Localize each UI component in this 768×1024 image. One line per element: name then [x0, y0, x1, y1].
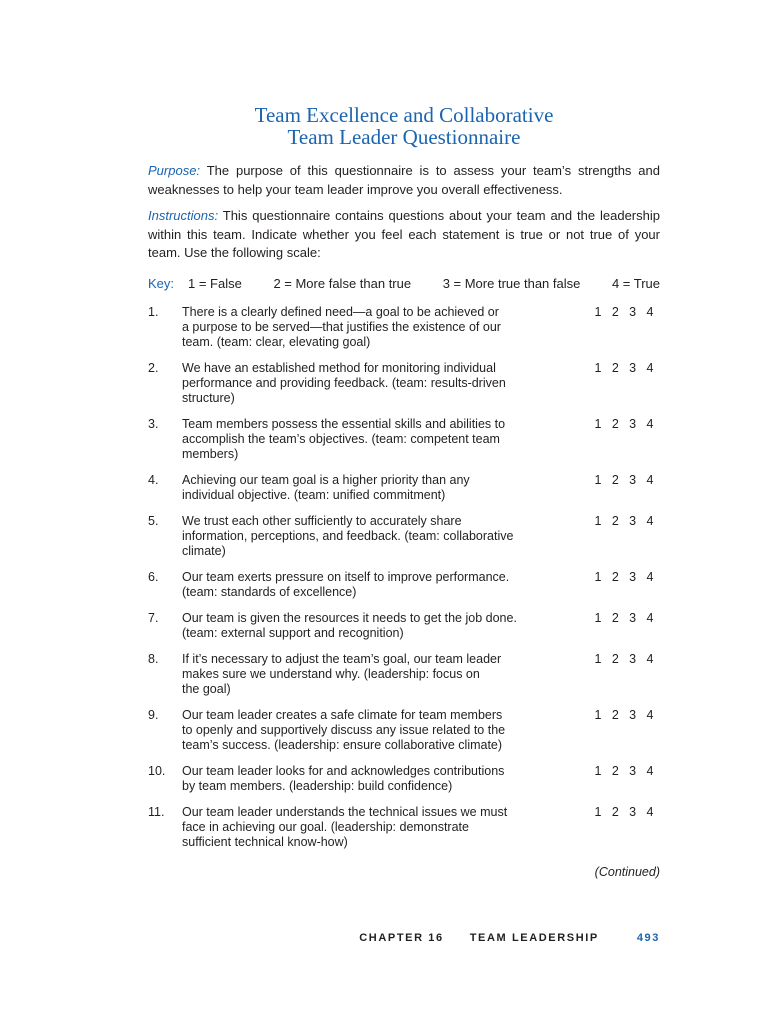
question-number: 6. — [148, 570, 159, 584]
question-text — [182, 708, 582, 754]
rating-scale — [592, 417, 660, 432]
question-text-line: makes sure we understand why. (leadership: focus on — [182, 667, 480, 682]
page-number: 493 — [636, 932, 660, 944]
question-text — [182, 805, 582, 851]
question-text-line: Our team is given the resources it needs to get the job done. — [182, 611, 517, 625]
question-text-line: Our team leader understands the technical issues we must — [182, 805, 508, 819]
rating-option-2[interactable]: 2 — [611, 764, 619, 778]
purpose-text: The purpose of this questionnaire is to assess your team’s strengths and weaknesses to help your team leader improve you overall effectiveness. — [148, 163, 660, 197]
rating-option-3[interactable]: 3 — [629, 652, 637, 666]
rating-option-3[interactable]: 3 — [629, 417, 637, 431]
question-number: 3. — [148, 417, 159, 431]
question-text — [182, 764, 582, 794]
title-line-2: Team Leader Questionnaire — [287, 125, 521, 149]
rating-option-1[interactable]: 1 — [594, 611, 602, 625]
rating-option-2[interactable]: 2 — [611, 611, 619, 625]
rating-option-2[interactable]: 2 — [611, 708, 619, 722]
question-text-line: team’s success. (leadership: ensure collaborative climate) — [182, 738, 503, 753]
question-text-line: If it’s necessary to adjust the team’s goal, our team leader — [182, 652, 502, 666]
scale-key — [148, 275, 660, 293]
rating-scale — [592, 473, 660, 488]
rating-option-4[interactable]: 4 — [646, 514, 654, 528]
rating-option-3[interactable]: 3 — [629, 764, 637, 778]
rating-option-3[interactable]: 3 — [629, 570, 637, 584]
question-text — [182, 361, 582, 407]
rating-option-3[interactable]: 3 — [629, 805, 637, 819]
rating-scale — [592, 570, 660, 585]
rating-option-1[interactable]: 1 — [594, 764, 602, 778]
question-text-line: Our team exerts pressure on itself to improve performance. — [182, 570, 510, 584]
key-item-2: 2 = More false than true — [273, 276, 412, 291]
question-text — [182, 514, 582, 560]
question-text-line: to openly and supportively discuss any issue related to the — [182, 723, 506, 738]
footer-section: TEAM LEADERSHIP — [469, 932, 599, 944]
rating-option-1[interactable]: 1 — [594, 708, 602, 722]
rating-scale — [592, 305, 660, 320]
rating-option-1[interactable]: 1 — [594, 305, 602, 319]
question-number: 2. — [148, 361, 159, 375]
rating-option-2[interactable]: 2 — [611, 361, 619, 375]
page-title — [148, 104, 660, 148]
question-text — [182, 570, 582, 600]
rating-option-3[interactable]: 3 — [629, 305, 637, 319]
question-text-line: Our team leader looks for and acknowledges contributions — [182, 764, 505, 778]
question-text — [182, 417, 582, 463]
rating-option-3[interactable]: 3 — [629, 473, 637, 487]
rating-option-4[interactable]: 4 — [646, 764, 654, 778]
instructions-paragraph — [148, 207, 660, 263]
question-text-line: Team members possess the essential skills and abilities to — [182, 417, 506, 431]
rating-scale — [592, 764, 660, 779]
rating-option-4[interactable]: 4 — [646, 652, 654, 666]
rating-option-4[interactable]: 4 — [646, 570, 654, 584]
rating-option-1[interactable]: 1 — [594, 473, 602, 487]
key-item-1: 1 = False — [188, 276, 242, 291]
rating-option-2[interactable]: 2 — [611, 417, 619, 431]
rating-option-3[interactable]: 3 — [629, 708, 637, 722]
rating-option-3[interactable]: 3 — [629, 361, 637, 375]
question-text-line: a purpose to be served—that justifies the existence of our — [182, 320, 501, 335]
question-number: 5. — [148, 514, 159, 528]
question-number: 9. — [148, 708, 159, 722]
question-text — [182, 611, 582, 641]
rating-option-1[interactable]: 1 — [594, 361, 602, 375]
question-text-line: individual objective. (team: unified commitment) — [182, 488, 446, 503]
rating-option-1[interactable]: 1 — [594, 514, 602, 528]
rating-option-4[interactable]: 4 — [646, 805, 654, 819]
question-number: 10. — [148, 764, 166, 778]
question-text-line: the goal) — [182, 682, 231, 697]
question-text-line: We trust each other sufficiently to accurately share — [182, 514, 462, 528]
question-number: 7. — [148, 611, 159, 625]
rating-scale — [592, 708, 660, 723]
rating-option-4[interactable]: 4 — [646, 361, 654, 375]
question-number: 8. — [148, 652, 159, 666]
question-text-line: We have an established method for monitoring individual — [182, 361, 496, 375]
question-text-line: (team: external support and recognition) — [182, 626, 404, 641]
continued-note: (Continued) — [594, 865, 660, 879]
instructions-label: Instructions: — [148, 208, 219, 223]
question-text-line: sufficient technical know-how) — [182, 835, 348, 850]
question-text-line: Our team leader creates a safe climate for team members — [182, 708, 503, 722]
question-text-line: There is a clearly defined need—a goal to be achieved or — [182, 305, 499, 319]
question-text-line: face in achieving our goal. (leadership: demonstrate — [182, 820, 469, 835]
question-number: 11. — [148, 805, 165, 819]
rating-scale — [592, 514, 660, 529]
question-text-line: (team: standards of excellence) — [182, 585, 357, 600]
question-text — [182, 473, 582, 503]
rating-scale — [592, 611, 660, 626]
title-line-1: Team Excellence and Collaborative — [254, 103, 554, 127]
purpose-paragraph — [148, 162, 660, 199]
rating-option-2[interactable]: 2 — [611, 652, 619, 666]
question-text — [182, 652, 582, 698]
rating-option-4[interactable]: 4 — [646, 611, 654, 625]
rating-option-4[interactable]: 4 — [646, 305, 654, 319]
question-text-line: by team members. (leadership: build confidence) — [182, 779, 453, 794]
rating-scale — [592, 652, 660, 667]
rating-option-1[interactable]: 1 — [594, 652, 602, 666]
rating-option-4[interactable]: 4 — [646, 473, 654, 487]
rating-option-1[interactable]: 1 — [594, 805, 602, 819]
page-footer — [148, 932, 660, 944]
rating-option-1[interactable]: 1 — [594, 417, 602, 431]
rating-scale — [592, 805, 660, 820]
question-text-line: accomplish the team’s objectives. (team: competent team — [182, 432, 500, 447]
rating-option-2[interactable]: 2 — [611, 570, 619, 584]
question-text-line: members) — [182, 447, 239, 462]
footer-chapter: CHAPTER 16 — [359, 932, 444, 944]
rating-option-2[interactable]: 2 — [611, 514, 619, 528]
rating-option-4[interactable]: 4 — [646, 708, 654, 722]
rating-option-3[interactable]: 3 — [629, 514, 637, 528]
question-text — [182, 305, 582, 351]
key-items — [188, 275, 660, 293]
rating-option-1[interactable]: 1 — [594, 570, 602, 584]
key-item-3: 3 = More true than false — [442, 276, 581, 291]
question-text-line: team. (team: clear, elevating goal) — [182, 335, 371, 350]
rating-scale — [592, 361, 660, 376]
rating-option-2[interactable]: 2 — [611, 305, 619, 319]
rating-option-2[interactable]: 2 — [611, 473, 619, 487]
purpose-label: Purpose: — [148, 163, 201, 178]
question-text-line: Achieving our team goal is a higher priority than any — [182, 473, 470, 487]
question-text-line: information, perceptions, and feedback. (team: collaborative — [182, 529, 514, 544]
instructions-text: This questionnaire contains questions about your team and the leadership within this team. Indicate whether you feel each statement is true or not true of your team. Use the following scale: — [148, 208, 660, 260]
question-number: 4. — [148, 473, 159, 487]
rating-option-2[interactable]: 2 — [611, 805, 619, 819]
question-text-line: climate) — [182, 544, 226, 559]
rating-option-3[interactable]: 3 — [629, 611, 637, 625]
question-number: 1. — [148, 305, 159, 319]
question-text-line: structure) — [182, 391, 235, 406]
question-text-line: performance and providing feedback. (team: results-driven — [182, 376, 506, 391]
key-item-4: 4 = True — [611, 276, 660, 291]
key-label: Key: — [148, 276, 175, 291]
rating-option-4[interactable]: 4 — [646, 417, 654, 431]
